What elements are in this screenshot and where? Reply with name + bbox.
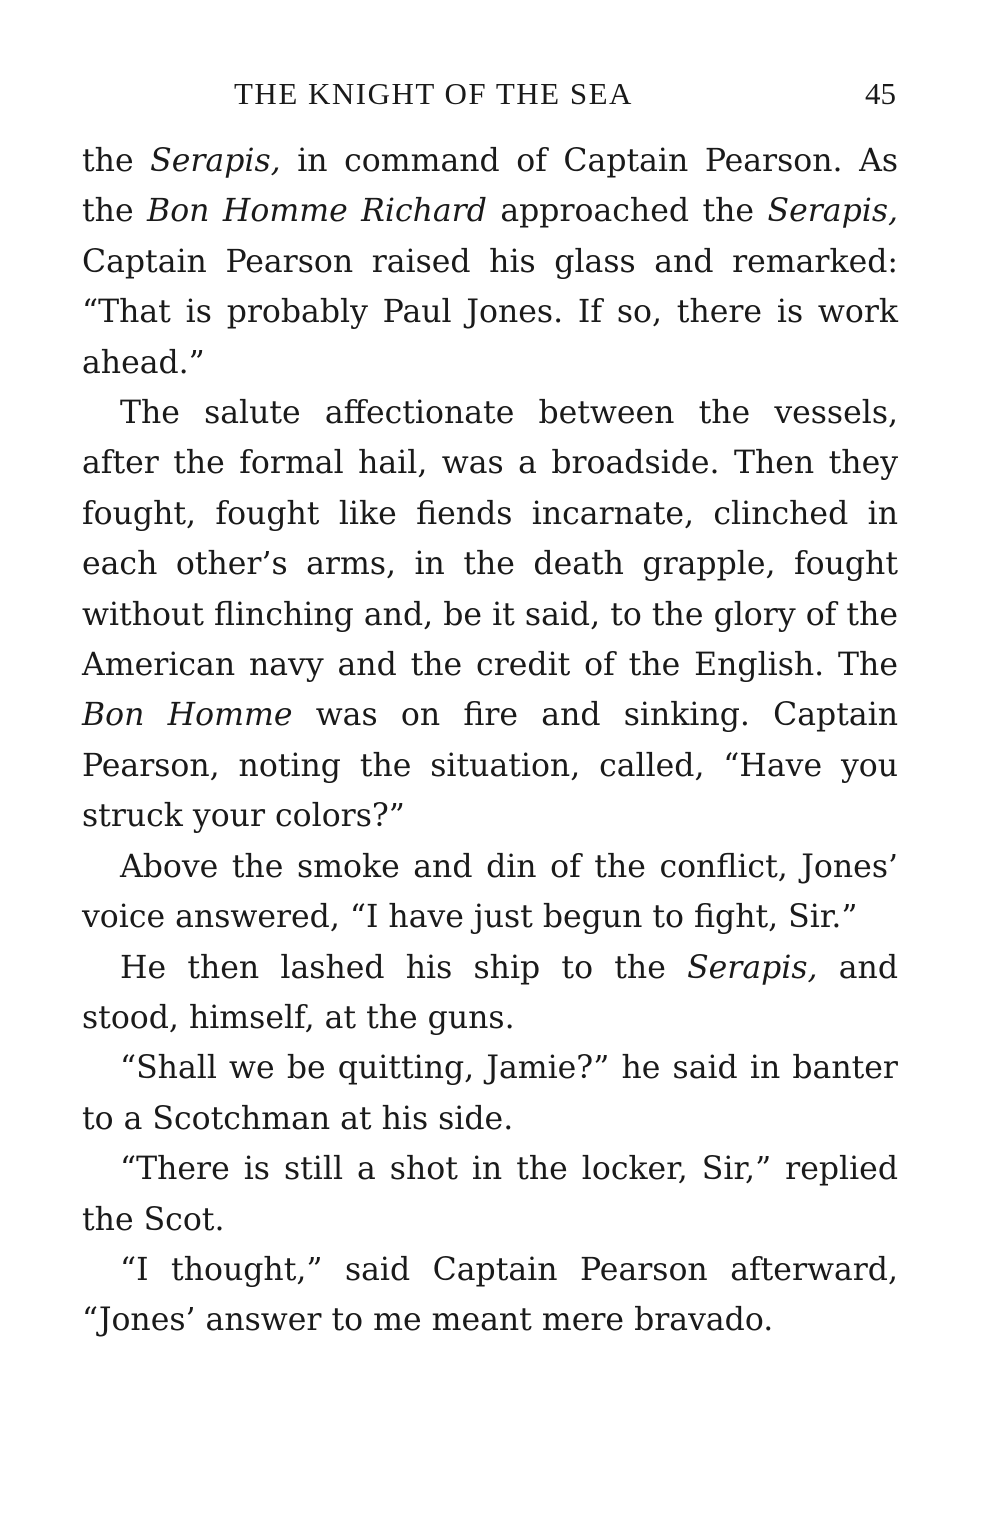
paragraph-5: “Shall we be quitting, Jamie?” he said in banter to a Scotchman at his side. [82,1050,898,1137]
text-run: Captain Pearson raised his glass and remarked: “That is probably Paul Jones. If so, there is work ahead.” [82,243,898,381]
text-run: the [82,143,151,179]
paragraph-2 [82,388,898,842]
text-run: in command of Captain Pearson. As the [82,143,898,230]
paragraph-6: “There is still a shot in the locker, Sir,” replied the Scot. [82,1151,898,1238]
ship-name-serapis: Serapis, [767,193,898,230]
book-page [82,70,898,1346]
ship-name-bon-homme: Bon Homme [82,697,293,734]
text-run: and stood, himself, at the guns. [82,949,898,1036]
paragraph-4 [82,943,898,1044]
text-run: approached the [486,193,768,230]
ship-name-serapis: Serapis, [150,143,281,179]
paragraph-7: “I thought,” said Captain Pearson afterward, “Jones’ answer to me meant mere bravado. [82,1251,898,1339]
body-text [82,136,898,1346]
running-head-title: THE KNIGHT OF THE SEA [234,76,633,111]
ship-name-bon-homme-richard: Bon Homme Richard [147,193,487,230]
paragraph-1 [82,136,898,388]
page-number: 45 [865,76,896,111]
text-run: was on fire and sinking. Captain Pearson, noting the situation, called, “Have you struck your colors?” [82,697,899,835]
running-head [82,70,898,116]
ship-name-serapis: Serapis, [687,949,818,986]
text-run: The salute affectionate between the vessels, after the formal hail, was a broadside. Then they fought, fought like fiends incarnate, clinched in each other’s arms, in the death grapple, fought without flinching and, be it said, to the glory of the American navy and the credit of the English. The [82,395,898,684]
paragraph-3: Above the smoke and din of the conflict, Jones’ voice answered, “I have just begun to fight, Sir.” [82,848,898,936]
text-run: He then lashed his ship to the [120,949,688,986]
